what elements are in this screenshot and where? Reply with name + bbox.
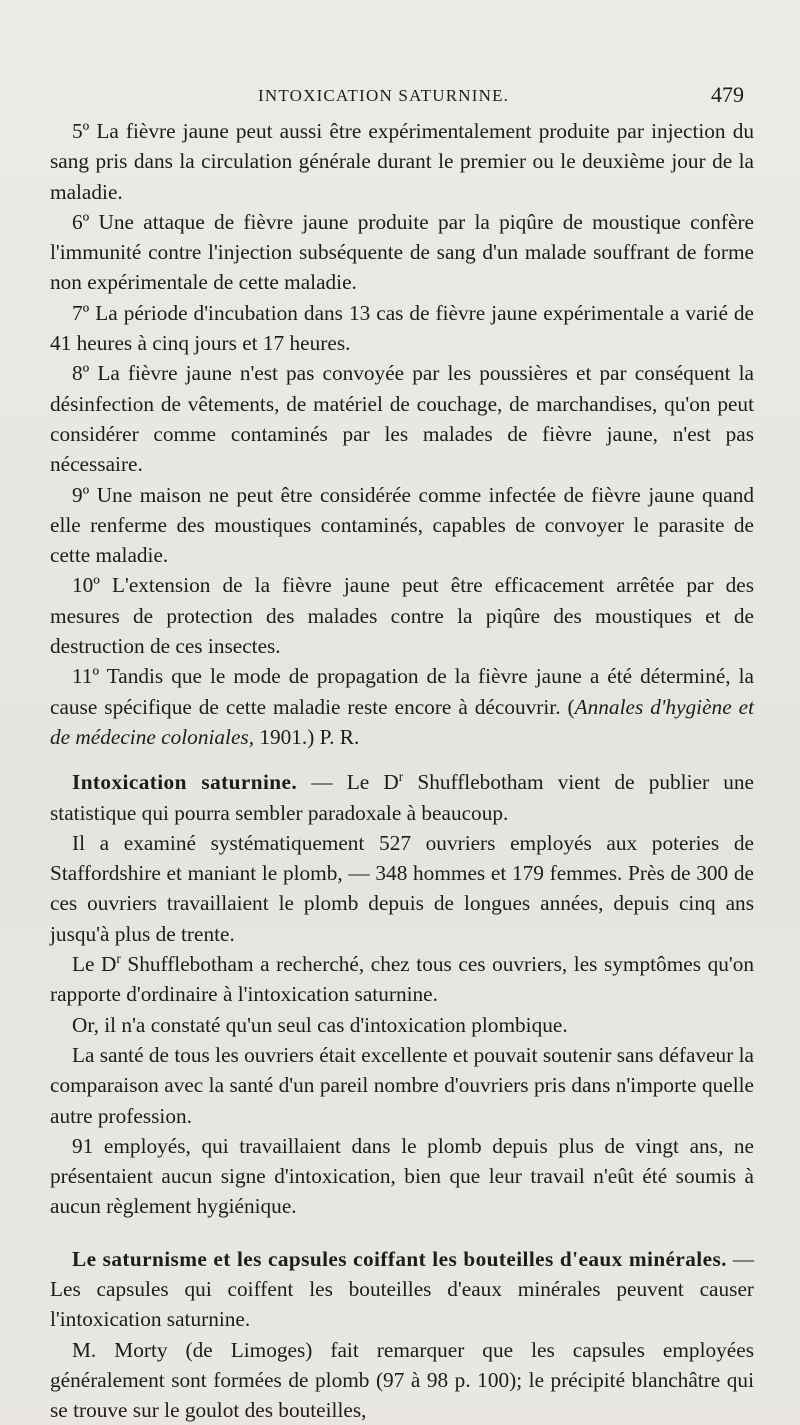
dr-research-before-sup: Le D	[72, 952, 117, 977]
article-intoxication-lead	[50, 767, 754, 828]
running-header	[50, 76, 754, 116]
article-text-after-sup: Shufflebotham vient de publier une statistique qui pourra sembler paradoxale à beaucoup.	[50, 770, 754, 825]
paragraph-10: 10º L'extension de la fièvre jaune peut être efficacement arrêtée par des mesures de protection des malades contre la piqûre des moustiques et de destruction de ces insectes.	[50, 573, 754, 659]
paragraph-9: 9º Une maison ne peut être considérée comme infectée de fièvre jaune quand elle renferme des moustiques contaminés, capables de convoyer le parasite de cette maladie.	[50, 482, 754, 568]
paragraph-91-employees: 91 employés, qui travaillaient dans le plomb depuis plus de vingt ans, ne présentaient aucun signe d'intoxication, bien que leur travail n'eût été soumis à aucun règlement hygiénique.	[50, 1133, 754, 1219]
paragraph-single-case: Or, il n'a constaté qu'un seul cas d'intoxication plombique.	[72, 1012, 568, 1037]
paragraph-8: 8º La fièvre jaune n'est pas convoyée par les poussières et par conséquent la désinfection de vêtements, de matériel de couchage, de marchandises, qu'on peut considérer comme contaminés par les malades de fièvre jaune, n'est pas nécessaire.	[50, 361, 754, 477]
source-citation: Annales d'hygiène et de médecine coloniales,	[50, 694, 754, 749]
article-title-capsules: Le saturnisme et les capsules coiffant les bouteilles d'eaux minérales.	[72, 1246, 727, 1271]
paragraph-6: 6º Une attaque de fièvre jaune produite par la piqûre de moustique confère l'immunité contre l'injection subséquente de sang d'un malade souffrant de forme non expérimentale de cette maladie.	[50, 209, 754, 295]
dr-research-after-sup: Shufflebotham a recherché, chez tous ces ouvriers, les symptômes qu'on rapporte d'ordinaire à l'intoxication saturnine.	[50, 952, 755, 1007]
paragraph-11	[50, 661, 754, 752]
doctor-superscript: r	[398, 769, 404, 785]
article-title-intoxication: Intoxication saturnine.	[72, 770, 298, 795]
doctor-superscript-2: r	[116, 950, 121, 966]
paragraph-health: La santé de tous les ouvriers était excellente et pouvait soutenir sans défaveur la comparaison avec la santé d'un pareil nombre d'ouvriers pris dans n'importe quelle autre profession.	[50, 1042, 754, 1128]
paragraph-5: 5º La fièvre jaune peut aussi être expérimentalement produite par injection du sang pris dans la circulation générale durant le premier ou le deuxième jour de la maladie.	[50, 119, 754, 204]
running-title: INTOXICATION SATURNINE.	[258, 86, 510, 105]
article-capsules-lead	[50, 1244, 754, 1335]
article-capsules-text: — Les capsules qui coiffent les bouteilles d'eaux minérales peuvent causer l'intoxication saturnine.	[50, 1246, 754, 1332]
paragraph-7: 7º La période d'incubation dans 13 cas de fièvre jaune expérimentale a varié de 41 heures à cinq jours et 17 heures.	[50, 300, 754, 356]
paragraph-11-text: 11º Tandis que le mode de propagation de la fièvre jaune a été déterminé, la cause spécifique de cette maladie reste encore à découvrir. (	[50, 664, 754, 719]
article-text-before-sup: — Le D	[297, 770, 399, 795]
paragraph-dr-research	[50, 949, 754, 1010]
paragraph-examined: Il a examiné systématiquement 527 ouvriers employés aux poteries de Staffordshire et maniant le plomb, — 348 hommes et 179 femmes. Près de 300 de ces ouvriers travaillaient le plomb depuis de longues années, depuis cinq ans jusqu'à plus de trente.	[50, 830, 754, 946]
page-number: 479	[711, 82, 744, 107]
body-text	[50, 116, 754, 1425]
paragraph-morty: M. Morty (de Limoges) fait remarquer que les capsules employées généralement sont formées de plomb (97 à 98 p. 100); le précipité blanchâtre qui se trouve sur le goulot des bouteilles,	[50, 1337, 754, 1423]
paragraph-11-end: 1901.) P. R.	[254, 724, 360, 749]
